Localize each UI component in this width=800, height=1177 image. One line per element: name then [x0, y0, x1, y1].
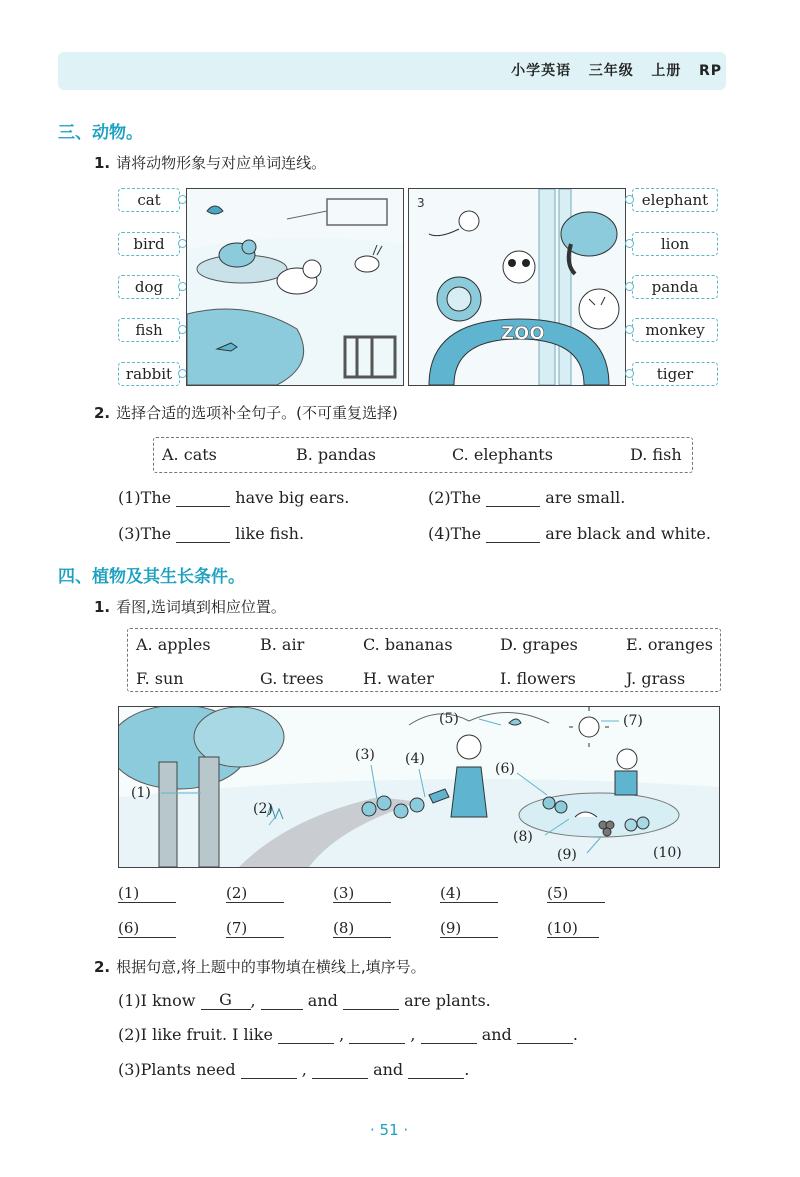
s3-q2-title: [94, 402, 398, 423]
s3-sentence-2: [428, 488, 625, 507]
answer-blank[interactable]: [343, 991, 399, 1010]
tree-trunk-icon: [159, 762, 177, 867]
panda-icon: [503, 251, 535, 283]
sun-icon: [579, 717, 599, 737]
pic-label-7: (7): [623, 713, 643, 729]
sentence-part: are plants.: [404, 991, 491, 1010]
answer-blank[interactable]: [226, 884, 284, 903]
option-e: E. oranges: [626, 635, 713, 654]
sentence-part: .: [572, 1025, 578, 1044]
boy-head-icon: [617, 749, 637, 769]
filled-answer[interactable]: G: [201, 990, 251, 1010]
word-tag-elephant[interactable]: elephant: [632, 188, 718, 212]
option-d: D. fish: [630, 445, 682, 464]
tiger-icon: [579, 289, 619, 329]
option-g: G. trees: [260, 669, 324, 688]
answer-blank[interactable]: [421, 1025, 477, 1044]
answer-blank[interactable]: [118, 919, 176, 938]
zoo-scene-illustration: [409, 189, 625, 385]
answer-blank[interactable]: [547, 919, 599, 938]
answer-label: (5): [547, 884, 569, 902]
word-tag-bird[interactable]: bird: [118, 232, 180, 256]
s3-options-box: [153, 437, 693, 473]
sentence-part: (1)I know: [118, 991, 196, 1010]
pic-label-10: (10): [653, 845, 682, 861]
pic-label-8: (8): [513, 829, 533, 845]
sentence-part: .: [464, 1060, 470, 1079]
picnic-blanket-icon: [519, 793, 679, 837]
s4-q1-number: 1.: [94, 598, 111, 616]
s4-sentence-1: [118, 990, 491, 1010]
sentence-part: (3)Plants need: [118, 1060, 236, 1079]
word-tag-panda[interactable]: panda: [632, 275, 718, 299]
apples-icon: [543, 797, 555, 809]
answer-blank[interactable]: [440, 884, 498, 903]
park-scene-illustration: [119, 707, 719, 867]
word-tag-tiger[interactable]: tiger: [632, 362, 718, 386]
sentence-part: and: [481, 1025, 512, 1044]
pic-label-9: (9): [557, 847, 577, 863]
answer-blank[interactable]: [517, 1025, 573, 1044]
s4-q2-number: 2.: [94, 958, 111, 976]
answer-blank[interactable]: [547, 884, 605, 903]
answer-label: (8): [333, 919, 355, 937]
s4-options-box: [127, 628, 721, 692]
girl-dress-icon: [451, 767, 487, 817]
animals-picture-zoo: [408, 188, 626, 386]
answer-label: (2): [226, 884, 248, 902]
pic-label-6: (6): [495, 761, 515, 777]
word-tag-rabbit[interactable]: rabbit: [118, 362, 180, 386]
answer-blank[interactable]: [278, 1025, 334, 1044]
option-h: H. water: [363, 669, 434, 688]
answer-blank[interactable]: [486, 488, 540, 507]
pic-label-3: (3): [355, 747, 375, 763]
sentence-part: ,: [410, 1025, 416, 1044]
zoo-sign-text: ZOO: [501, 323, 545, 344]
pic-label-4: (4): [405, 751, 425, 767]
sentence-part: and: [307, 991, 338, 1010]
farm-scene-illustration: [187, 189, 403, 385]
header-subject: 小学英语: [511, 63, 572, 79]
s3-q1-number: 1.: [94, 154, 111, 172]
s4-q2-title: [94, 956, 426, 977]
s3-q1-text: 请将动物形象与对应单词连线。: [116, 154, 327, 172]
option-c: C. bananas: [363, 635, 453, 654]
answer-label: (9): [440, 919, 462, 937]
sentence-part: and: [373, 1060, 404, 1079]
sentence-label: (4)The: [428, 524, 482, 543]
answer-blank[interactable]: [176, 524, 230, 543]
answer-label: (10): [547, 919, 578, 937]
pic-label-1: (1): [131, 785, 151, 801]
pic-label-2: (2): [253, 801, 273, 817]
answer-blank[interactable]: [333, 884, 391, 903]
option-j: J. grass: [626, 669, 686, 688]
girl-head-icon: [457, 735, 481, 759]
option-d: D. grapes: [500, 635, 578, 654]
word-tag-lion[interactable]: lion: [632, 232, 718, 256]
s4-q1-text: 看图,选词填到相应位置。: [116, 598, 286, 616]
answer-label: (1): [118, 884, 140, 902]
s3-q2-text: 选择合适的选项补全句子。(不可重复选择): [116, 404, 398, 422]
answer-label: (4): [440, 884, 462, 902]
animals-picture-farm: [186, 188, 404, 386]
option-a: A. apples: [136, 635, 211, 654]
s3-sentence-3: [118, 524, 304, 543]
option-a: A. cats: [162, 445, 217, 464]
s3-sentence-4: [428, 524, 711, 543]
answer-blank[interactable]: [118, 884, 176, 903]
plants-scene-picture: [118, 706, 720, 868]
answer-blank[interactable]: [349, 1025, 405, 1044]
s4-q2-text: 根据句意,将上题中的事物填在横线上,填序号。: [116, 958, 426, 976]
page-number: · 51 ·: [370, 1121, 409, 1139]
answer-blank[interactable]: [241, 1060, 297, 1079]
answer-label: (7): [226, 919, 248, 937]
sentence-part: ,: [301, 1060, 307, 1079]
rabbit-icon: [355, 256, 379, 272]
option-b: B. air: [260, 635, 305, 654]
sentence-tail: have big ears.: [235, 488, 350, 507]
picture-number: 3: [417, 196, 425, 210]
sentence-label: (3)The: [118, 524, 172, 543]
flowers-icon: [362, 802, 376, 816]
word-tag-fish[interactable]: fish: [118, 318, 180, 342]
sentence-part: ,: [250, 991, 256, 1010]
s4-sentence-3: [118, 1060, 469, 1079]
section-3-title: 三、动物。: [58, 123, 143, 143]
sentence-part: ,: [339, 1025, 345, 1044]
answer-blank[interactable]: [408, 1060, 464, 1079]
s3-q1-title: [94, 152, 326, 173]
answer-blank[interactable]: [440, 919, 498, 938]
sentence-tail: are small.: [545, 488, 626, 507]
monkey-icon: [459, 211, 479, 231]
sentence-label: (1)The: [118, 488, 172, 507]
answer-label: (3): [333, 884, 355, 902]
sentence-label: (2)The: [428, 488, 482, 507]
section-4-title: 四、植物及其生长条件。: [58, 567, 245, 587]
answer-blank[interactable]: [486, 524, 540, 543]
word-tag-dog[interactable]: dog: [118, 275, 180, 299]
option-c: C. elephants: [452, 445, 553, 464]
sentence-tail: are black and white.: [545, 524, 711, 543]
word-tag-cat[interactable]: cat: [118, 188, 180, 212]
sentence-tail: like fish.: [235, 524, 305, 543]
option-f: F. sun: [136, 669, 184, 688]
word-tag-monkey[interactable]: monkey: [632, 318, 718, 342]
header-info: [511, 60, 722, 80]
answer-blank[interactable]: [176, 488, 230, 507]
header-grade: 三年级: [588, 63, 634, 79]
header-volume: 上册: [651, 63, 682, 79]
s3-q2-number: 2.: [94, 404, 111, 422]
answer-blank[interactable]: [261, 991, 303, 1010]
answer-label: (6): [118, 919, 140, 937]
oranges-icon: [625, 819, 637, 831]
answer-blank[interactable]: [312, 1060, 368, 1079]
answer-blank[interactable]: [226, 919, 284, 938]
s4-q1-title: [94, 596, 286, 617]
pic-label-5: (5): [439, 711, 459, 727]
option-i: I. flowers: [500, 669, 576, 688]
sentence-part: (2)I like fruit. I like: [118, 1025, 273, 1044]
s4-sentence-2: [118, 1025, 578, 1044]
s3-sentence-1: [118, 488, 349, 507]
header-edition: RP: [698, 63, 722, 79]
answer-blank[interactable]: [333, 919, 391, 938]
option-b: B. pandas: [296, 445, 377, 464]
